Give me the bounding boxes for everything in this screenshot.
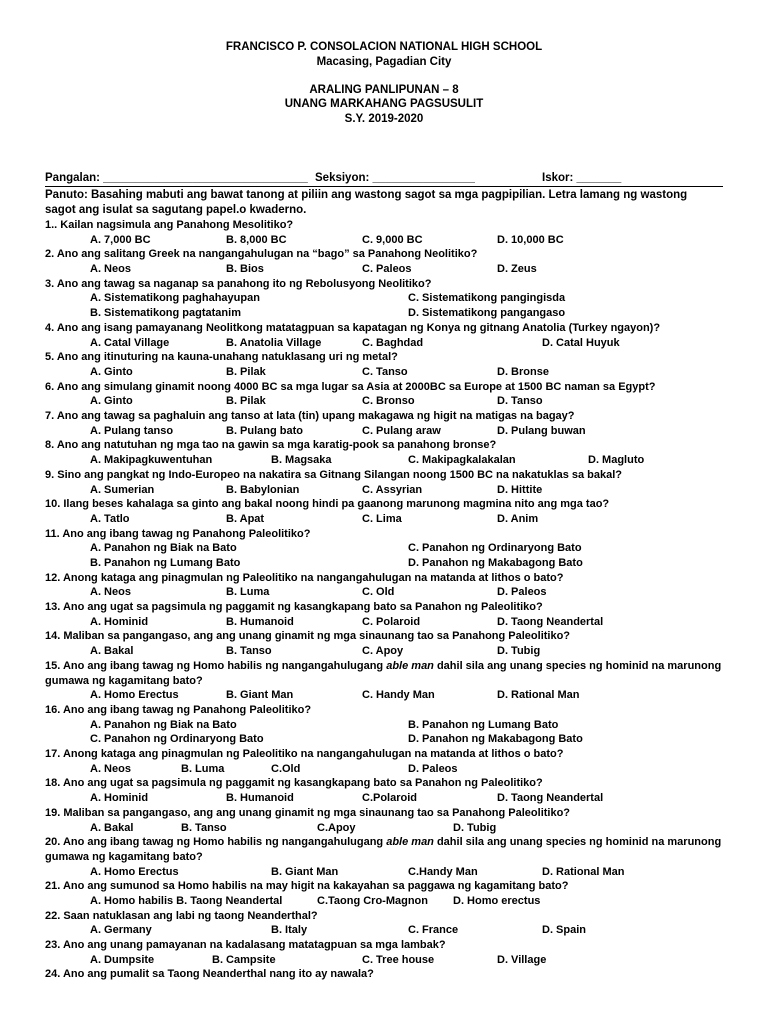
question-item xyxy=(45,938,725,967)
emphasized-term: able man xyxy=(386,659,434,672)
options-row xyxy=(45,262,725,277)
answer-option: B. Humanoid xyxy=(226,792,294,805)
answer-option: B. Luma xyxy=(226,586,270,599)
answer-option: D. Rational Man xyxy=(497,689,580,702)
options-row xyxy=(45,541,725,556)
answer-option: B. Magsaka xyxy=(271,454,332,467)
answer-option: B. Giant Man xyxy=(226,689,294,702)
answer-option: C. Handy Man xyxy=(362,689,435,702)
options-row xyxy=(45,821,725,836)
question-text: 9. Sino ang pangkat ng Indo-Europeo na nakatira sa Gitnang Silangan noong 1500 BC na nakatuklas sa bakal? xyxy=(45,468,623,481)
question-text: 22. Saan natuklasan ang labi ng taong Neanderthal? xyxy=(45,909,318,922)
options-row xyxy=(45,894,725,909)
answer-option: C. Lima xyxy=(362,512,402,525)
options-row xyxy=(45,732,725,747)
question-text: 17. Anong kataga ang pinagmulan ng Paleolitiko na nangangahulugan na matanda at lithos o bato? xyxy=(45,748,564,761)
question-text: 24. Ano ang pumalit sa Taong Neanderthal nang ito ay nawala? xyxy=(45,968,374,981)
question-text: 20. Ano ang ibang tawag ng Homo habilis ng nangangahulugang able man dahil sila ang unang species ng hominid na marunong gumawa ng kagamitang bato? xyxy=(45,836,722,863)
answer-option: B. Giant Man xyxy=(271,865,339,878)
answer-option: C. Polaroid xyxy=(362,615,421,628)
answer-option: C. France xyxy=(408,924,459,937)
question-text: 23. Ano ang unang pamayanan na kadalasang matatagpuan sa mga lambak? xyxy=(45,939,446,952)
answer-option: C. Tanso xyxy=(362,365,408,378)
question-item xyxy=(45,468,725,497)
question-text: 21. Ano ang sumunod sa Homo habilis na may higit na kakayahan sa paggawa ng kagamitang bato? xyxy=(45,880,569,893)
options-row xyxy=(45,644,725,659)
answer-option: A. Neos xyxy=(90,762,131,775)
answer-option: D. Tubig xyxy=(453,821,497,834)
header-divider xyxy=(45,186,723,187)
question-item xyxy=(45,409,725,438)
answer-option: B. Apat xyxy=(226,512,265,525)
answer-option: A. Neos xyxy=(90,263,131,276)
answer-option: A. Ginto xyxy=(90,395,133,408)
answer-option: D. Rational Man xyxy=(542,865,625,878)
question-text: 5. Ano ang itinuturing na kauna-unahang natuklasang uri ng metal? xyxy=(45,351,398,364)
answer-option: B. Tanso xyxy=(226,645,272,658)
answer-option: C.Polaroid xyxy=(362,792,418,805)
question-item xyxy=(45,527,725,571)
question-item xyxy=(45,321,725,350)
question-text: 7. Ano ang tawag sa paghaluin ang tanso at lata (tin) upang makagawa ng higit na matigas na bagay? xyxy=(45,410,575,423)
question-item xyxy=(45,659,725,703)
answer-option: C. Assyrian xyxy=(362,483,423,496)
answer-option: C.Old xyxy=(271,762,301,775)
answer-option: D. Spain xyxy=(542,924,587,937)
answer-option: A. Bakal xyxy=(90,645,134,658)
question-text: 13. Ano ang ugat sa pagsimula ng paggamit ng kasangkapang bato sa Panahon ng Paleolitiko? xyxy=(45,601,543,614)
answer-option: D. Panahon ng Makabagong Bato xyxy=(408,556,583,569)
answer-option: A. Hominid xyxy=(90,615,149,628)
options-row xyxy=(45,233,725,248)
emphasized-term: able man xyxy=(386,836,434,849)
answer-option: D. Anim xyxy=(497,512,539,525)
question-item xyxy=(45,218,725,247)
answer-option: A. Ginto xyxy=(90,365,133,378)
answer-option: B. Babylonian xyxy=(226,483,300,496)
score-field[interactable]: Iskor: _______ xyxy=(542,172,622,184)
question-text: 1.. Kailan nagsimula ang Panahong Mesolitiko? xyxy=(45,219,294,231)
answer-option: D. Sistematikong pangangaso xyxy=(408,307,566,320)
options-row xyxy=(45,585,725,600)
options-row xyxy=(45,762,725,777)
answer-option: C. Old xyxy=(362,586,395,599)
options-row xyxy=(45,512,725,527)
options-row xyxy=(45,923,725,938)
question-text: 18. Ano ang ugat sa pagsimula ng paggamit ng kasangkapang bato sa Panahon ng Paleolitiko? xyxy=(45,777,543,790)
question-text: 2. Ano ang salitang Greek na nangangahulugan na “bago” sa Panahong Neolitiko? xyxy=(45,248,478,261)
answer-option: A. Homo habilis B. Taong Neandertal xyxy=(90,894,283,907)
answer-option: B. Bios xyxy=(226,263,264,276)
answer-option: A. Bakal xyxy=(90,821,134,834)
options-row xyxy=(45,688,725,703)
answer-option: B. Sistematikong pagtatanim xyxy=(90,307,241,320)
question-item xyxy=(45,571,725,600)
school-name: FRANCISCO P. CONSOLACION NATIONAL HIGH SCHOOL xyxy=(225,41,543,53)
question-text: 4. Ano ang isang pamayanang Neolitkong matatagpuan sa kapatagan ng Konya ng gitnang Anatolia (Turkey ngayon)? xyxy=(45,321,661,334)
answer-option: C. 9,000 BC xyxy=(362,233,423,246)
answer-option: D. Tubig xyxy=(497,645,541,658)
answer-option: D. Taong Neandertal xyxy=(497,792,604,805)
answer-option: B. Pilak xyxy=(226,395,266,408)
question-item xyxy=(45,967,725,982)
answer-option: D. Panahon ng Makabagong Bato xyxy=(408,733,583,746)
answer-option: D. Taong Neandertal xyxy=(497,615,604,628)
answer-option: C. Baghdad xyxy=(362,336,424,349)
answer-option: B. 8,000 BC xyxy=(226,233,287,246)
options-row xyxy=(45,865,725,880)
instructions: Panuto: Basahing mabuti ang bawat tanong at piliin ang wastong sagot sa mga pagpipilian. Letra lamang ng wastong sagot ang isulat sa sagutang papel.o kwaderno. xyxy=(45,189,688,216)
options-row xyxy=(45,483,725,498)
answer-option: B. Pulang bato xyxy=(226,424,303,437)
answer-option: B. Anatolia Village xyxy=(226,336,322,349)
question-item xyxy=(45,776,725,805)
school-location: Macasing, Pagadian City xyxy=(316,56,452,68)
name-field[interactable]: Pangalan: ________________________________ xyxy=(45,172,308,184)
options-row xyxy=(45,291,725,306)
answer-option: C. Tree house xyxy=(362,953,435,966)
answer-option: A. Germany xyxy=(90,924,152,937)
question-item xyxy=(45,835,725,879)
answer-option: C. Pulang araw xyxy=(362,424,441,437)
question-item xyxy=(45,600,725,629)
options-row xyxy=(45,365,725,380)
answer-option: D. Zeus xyxy=(497,263,537,276)
section-field[interactable]: Seksiyon: ________________ xyxy=(315,172,475,184)
answer-option: D. Paleos xyxy=(497,586,547,599)
answer-option: A. Dumpsite xyxy=(90,953,155,966)
options-row xyxy=(45,791,725,806)
question-text: 15. Ano ang ibang tawag ng Homo habilis ng nangangahulugang able man dahil sila ang unang species ng hominid na marunong gumawa ng kagamitang bato? xyxy=(45,659,722,687)
answer-option: D. Pulang buwan xyxy=(497,424,586,437)
exam-title: UNANG MARKAHANG PAGSUSULIT xyxy=(284,98,484,110)
question-text: 8. Ano ang natutuhan ng mga tao na gawin sa mga karatig-pook sa panahong bronse? xyxy=(45,439,497,452)
answer-option: A. Hominid xyxy=(90,792,149,805)
answer-option: C. Panahon ng Ordinaryong Bato xyxy=(408,542,582,555)
question-item xyxy=(45,350,725,379)
answer-option: A. Homo Erectus xyxy=(90,865,179,878)
question-text: 19. Maliban sa pangangaso, ang ang unang ginamit ng mga sinaunang tao sa Panahong Paleolitiko? xyxy=(45,806,571,819)
question-item xyxy=(45,747,725,776)
question-text: 16. Ano ang ibang tawag ng Panahong Paleolitiko? xyxy=(45,703,312,716)
options-row xyxy=(45,394,725,409)
answer-option: B. Pilak xyxy=(226,365,266,378)
options-row xyxy=(45,953,725,968)
answer-option: A. Neos xyxy=(90,586,131,599)
options-row xyxy=(45,556,725,571)
answer-option: A. 7,000 BC xyxy=(90,233,151,246)
question-item xyxy=(45,247,725,276)
answer-option: B. Campsite xyxy=(212,953,276,966)
answer-option: B. Tanso xyxy=(181,821,227,834)
options-row xyxy=(45,615,725,630)
question-text: 11. Ano ang ibang tawag ng Panahong Paleolitiko? xyxy=(45,527,311,540)
question-item xyxy=(45,879,725,908)
question-item xyxy=(45,806,725,835)
school-year: S.Y. 2019-2020 xyxy=(344,113,424,125)
options-row xyxy=(45,336,725,351)
answer-option: D. Bronse xyxy=(497,365,549,378)
question-text: 6. Ano ang simulang ginamit noong 4000 BC sa mga lugar sa Asia at 2000BC sa Europe at 1500 BC naman sa Egypt? xyxy=(45,380,656,393)
answer-option: C.Apoy xyxy=(317,821,356,834)
options-row xyxy=(45,718,725,733)
question-item xyxy=(45,380,725,409)
answer-option: A. Sumerian xyxy=(90,483,155,496)
answer-option: D. Catal Huyuk xyxy=(542,336,620,349)
answer-option: A. Homo Erectus xyxy=(90,689,179,702)
options-row xyxy=(45,453,725,468)
question-item xyxy=(45,629,725,658)
answer-option: D. Magluto xyxy=(588,454,645,467)
options-row xyxy=(45,306,725,321)
question-text: 12. Anong kataga ang pinagmulan ng Paleolitiko na nangangahulugan na matanda at lithos o bato? xyxy=(45,571,564,584)
question-item xyxy=(45,909,725,938)
answer-option: A. Makipagkuwentuhan xyxy=(90,454,213,467)
answer-option: B. Panahon ng Lumang Bato xyxy=(90,556,241,569)
answer-option: C. Apoy xyxy=(362,645,404,658)
answer-option: D. Homo erectus xyxy=(453,894,541,907)
answer-option: C.Taong Cro-Magnon xyxy=(317,894,428,907)
answer-option: C. Paleos xyxy=(362,263,412,276)
answer-option: B. Panahon ng Lumang Bato xyxy=(408,718,559,731)
question-item xyxy=(45,277,725,321)
question-item xyxy=(45,497,725,526)
answer-option: D. 10,000 BC xyxy=(497,233,564,246)
options-row xyxy=(45,424,725,439)
answer-option: A. Tatlo xyxy=(90,512,130,525)
answer-option: A. Pulang tanso xyxy=(90,424,174,437)
question-list xyxy=(45,218,725,982)
answer-option: C. Makipagkalakalan xyxy=(408,454,516,467)
answer-option: C. Panahon ng Ordinaryong Bato xyxy=(90,733,264,746)
answer-option: C. Bronso xyxy=(362,395,415,408)
question-item xyxy=(45,703,725,747)
answer-option: A. Sistematikong paghahayupan xyxy=(90,292,260,305)
answer-option: B. Italy xyxy=(271,924,308,937)
answer-option: D. Hittite xyxy=(497,483,543,496)
answer-option: B. Humanoid xyxy=(226,615,294,628)
answer-option: D. Tanso xyxy=(497,395,543,408)
answer-option: D. Paleos xyxy=(408,762,458,775)
answer-option: C.Handy Man xyxy=(408,865,478,878)
question-text: 3. Ano ang tawag sa naganap sa panahong ito ng Rebolusyong Neolitiko? xyxy=(45,277,432,290)
answer-option: D. Village xyxy=(497,953,547,966)
question-text: 14. Maliban sa pangangaso, ang ang unang ginamit ng mga sinaunang tao sa Panahong Paleolitiko? xyxy=(45,630,571,643)
question-text: 10. Ilang beses kahalaga sa ginto ang bakal noong hindi pa gaanong marunong magmina nito ang mga tao? xyxy=(45,498,610,511)
student-info-row xyxy=(45,172,723,187)
answer-option: A. Panahon ng Biak na Bato xyxy=(90,718,237,731)
question-item xyxy=(45,438,725,467)
answer-option: C. Sistematikong pangingisda xyxy=(408,292,566,305)
subject-title: ARALING PANLIPUNAN – 8 xyxy=(309,84,459,96)
answer-option: A. Panahon ng Biak na Bato xyxy=(90,542,237,555)
answer-option: A. Catal Village xyxy=(90,336,170,349)
answer-option: B. Luma xyxy=(181,762,225,775)
